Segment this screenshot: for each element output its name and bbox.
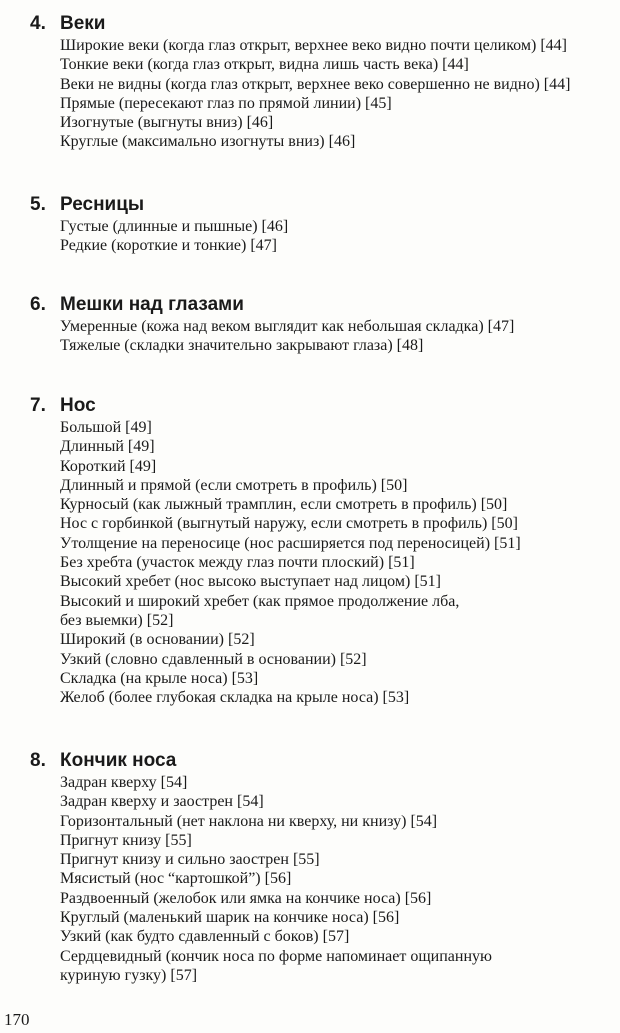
list-item: Нос с горбинкой (выгнутый наружу, если смотреть в профиль) [50] [60, 515, 518, 533]
list-item: Высокий хребет (нос высоко выступает над лицом) [51] [60, 573, 441, 591]
section-title: Мешки над глазами [60, 294, 244, 315]
section-heading [0, 749, 620, 773]
section-title: Веки [60, 13, 106, 34]
section-heading [0, 293, 620, 317]
section-number: 5. [30, 194, 46, 215]
section-number: 4. [30, 13, 46, 34]
list-item: Длинный [49] [60, 438, 155, 456]
section-number: 7. [30, 395, 46, 416]
list-item: Умеренные (кожа над веком выглядит как небольшая складка) [47] [60, 318, 515, 335]
section [0, 193, 620, 256]
list-item: Утолщение на переносице (нос расширяется под переносицей) [51] [60, 534, 521, 552]
list-item: Сердцевидный (кончик носа по форме напоминает ощипанную [60, 947, 492, 965]
list-item: без выемки) [52] [60, 611, 174, 629]
list-item: Желоб (более глубокая складка на крыле носа) [53] [60, 689, 410, 707]
section [0, 12, 620, 152]
item-list [0, 773, 620, 985]
list-item: Пригнут книзу [55] [60, 831, 192, 849]
section [0, 394, 620, 707]
list-item: Курносый (как лыжный трамплин, если смотреть в профиль) [50] [60, 496, 508, 514]
list-item: Складка (на крыле носа) [53] [60, 669, 259, 687]
list-item: Без хребта (участок между глаз почти плоский) [51] [60, 554, 415, 572]
list-item: Высокий и широкий хребет (как прямое продолжение лба, [60, 592, 460, 610]
list-item: Широкие веки (когда глаз открыт, верхнее веко видно почти целиком) [44] [60, 37, 567, 54]
section-heading [0, 193, 620, 217]
list-item: куриную гузку) [57] [60, 966, 198, 984]
section-heading [0, 394, 620, 418]
list-item: Задран кверху [54] [60, 774, 188, 791]
list-item: Круглые (максимально изогнуты вниз) [46] [60, 133, 356, 151]
list-item: Круглый (маленький шарик на кончике носа) [56] [60, 909, 400, 927]
section [0, 749, 620, 985]
list-item: Раздвоенный (желобок или ямка на кончике носа) [56] [60, 889, 432, 907]
section [0, 293, 620, 356]
section-title: Нос [60, 395, 96, 416]
section-heading [0, 12, 620, 36]
item-list [0, 418, 620, 707]
section-title: Ресницы [60, 194, 145, 215]
list-item: Изогнутые (выгнуты вниз) [46] [60, 114, 274, 132]
list-item: Задран кверху и заострен [54] [60, 793, 264, 811]
item-list [0, 36, 620, 152]
list-item: Тяжелые (складки значительно закрывают глаза) [48] [60, 337, 424, 355]
list-item: Редкие (короткие и тонкие) [47] [60, 237, 277, 255]
section-number: 8. [30, 750, 46, 771]
list-item: Горизонтальный (нет наклона ни кверху, ни книзу) [54] [60, 812, 438, 830]
list-item: Короткий [49] [60, 457, 157, 475]
page-number: 170 [4, 1010, 30, 1029]
section-number: 6. [30, 294, 46, 315]
list-item: Веки не видны (когда глаз открыт, верхнее веко совершенно не видно) [44] [60, 75, 571, 93]
item-list [0, 217, 620, 256]
list-item: Узкий (как будто сдавленный с боков) [57] [60, 928, 350, 946]
list-item: Мясистый (нос “картошкой”) [56] [60, 870, 292, 888]
list-item: Тонкие веки (когда глаз открыт, видна лишь часть века) [44] [60, 56, 469, 74]
list-item: Прямые (пересекают глаз по прямой линии) [45] [60, 94, 392, 112]
list-item: Длинный и прямой (если смотреть в профиль) [50] [60, 476, 408, 494]
list-item: Густые (длинные и пышные) [46] [60, 218, 289, 235]
list-item: Большой [49] [60, 419, 152, 436]
item-list [0, 317, 620, 356]
list-item: Узкий (словно сдавленный в основании) [52] [60, 650, 367, 668]
list-item: Широкий (в основании) [52] [60, 631, 255, 649]
list-item: Пригнут книзу и сильно заострен [55] [60, 851, 320, 869]
section-title: Кончик носа [60, 750, 177, 771]
